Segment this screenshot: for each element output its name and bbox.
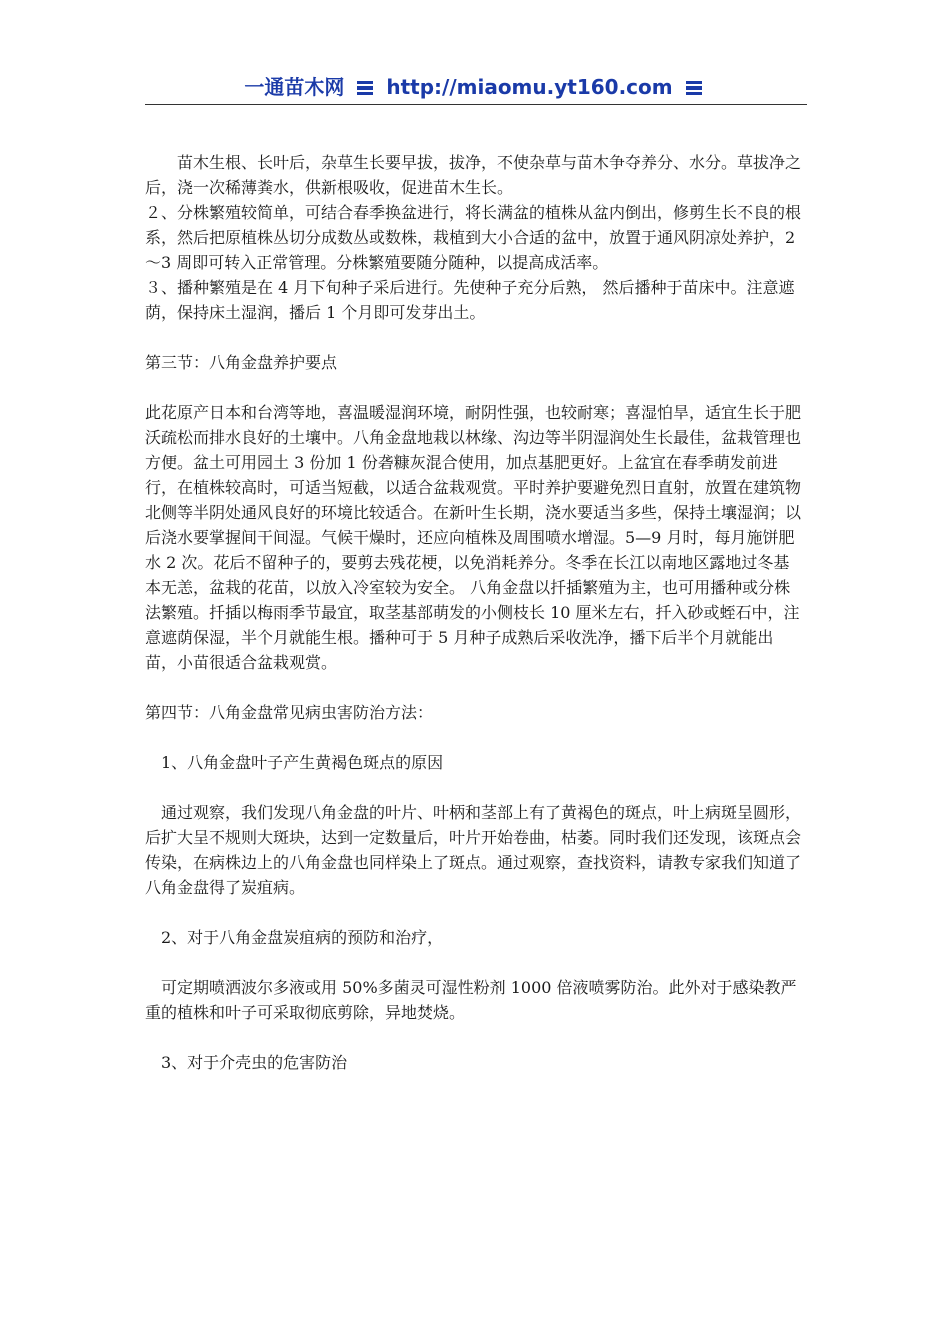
document-body — [145, 150, 805, 1075]
site-name: 一通苗木网 — [244, 75, 345, 99]
paragraph: 苗木生根、长叶后，杂草生长要早拔，拔净，不使杂草与苗木争夺养分、水分。草拔净之后，浇一次稀薄粪水，供新根吸收，促进苗木生长。 — [145, 153, 802, 197]
paragraph: ２、分株繁殖较简单，可结合春季换盆进行，将长满盆的植株从盆内倒出，修剪生长不良的根系，然后把原植株丛切分成数丛或数株，栽植到大小合适的盆中，放置于通风阴凉处养护，2～3 周即可转入正常管理。分株繁殖要随分随种，以提高成活率。 — [145, 203, 802, 272]
subheading: 3、对于介壳虫的危害防治 — [161, 1053, 348, 1072]
subheading: 1、八角金盘叶子产生黄褐色斑点的原因 — [161, 753, 444, 772]
section-heading: 第四节：八角金盘常见病虫害防治方法： — [145, 703, 434, 722]
separator-icon — [357, 81, 373, 95]
paragraph: 可定期喷洒波尔多液或用 50%多菌灵可湿性粉剂 1000 倍液喷雾防治。此外对于感染教严重的植株和叶子可采取彻底剪除，异地焚烧。 — [145, 978, 797, 1022]
subheading: 2、对于八角金盘炭疽病的预防和治疗， — [161, 928, 444, 947]
separator-icon — [686, 81, 702, 95]
paragraph: ３、播种繁殖是在 4 月下旬种子采后进行。先使种子充分后熟， 然后播种于苗床中。注意遮荫，保持床土湿润，播后 1 个月即可发芽出土。 — [145, 278, 795, 322]
site-url-link[interactable]: http://miaomu.yt160.com — [386, 75, 673, 99]
paragraph: 此花原产日本和台湾等地，喜温暖湿润环境，耐阴性强，也较耐寒；喜湿怕旱，适宜生长于肥沃疏松而排水良好的土壤中。八角金盘地栽以林缘、沟边等半阴湿润处生长最佳，盆栽管理也方便。盆土可用园土 3 份加 1 份砻糠灰混合使用，加点基肥更好。上盆宜在春季萌发前进行，在植株较高时，可适当短截，以适合盆栽观赏。平时养护要避免烈日直射，放置在建筑物北侧等半阴处通风良好的环境比较适合。在新叶生长期，浇水要适当多些，保持土壤湿润；以后浇水要掌握间干间湿。气候干燥时，还应向植株及周围喷水增湿。5—9 月时，每月施饼肥水 2 次。花后不留种子的，要剪去残花梗，以免消耗养分。冬季在长江以南地区露地过冬基本无恙，盆栽的花苗，以放入冷室较为安全。 八角金盘以扦插繁殖为主，也可用播种或分株法繁殖。扦插以梅雨季节最宜，取茎基部萌发的小侧枝长 10 厘米左右，扦入砂或蛭石中，注意遮荫保湿，半个月就能生根。播种可于 5 月种子成熟后采收洗净，播下后半个月就能出苗，小苗很适合盆栽观赏。 — [145, 403, 802, 672]
paragraph: 通过观察，我们发现八角金盘的叶片、叶柄和茎部上有了黄褐色的斑点，叶上病斑呈圆形，后扩大呈不规则大斑块，达到一定数量后，叶片开始卷曲，枯萎。同时我们还发现，该斑点会传染，在病株边上的八角金盘也同样染上了斑点。通过观察，查找资料，请教专家我们知道了八角金盘得了炭疽病。 — [145, 803, 802, 897]
section-heading: 第三节：八角金盘养护要点 — [145, 353, 338, 372]
page-header — [145, 72, 807, 105]
